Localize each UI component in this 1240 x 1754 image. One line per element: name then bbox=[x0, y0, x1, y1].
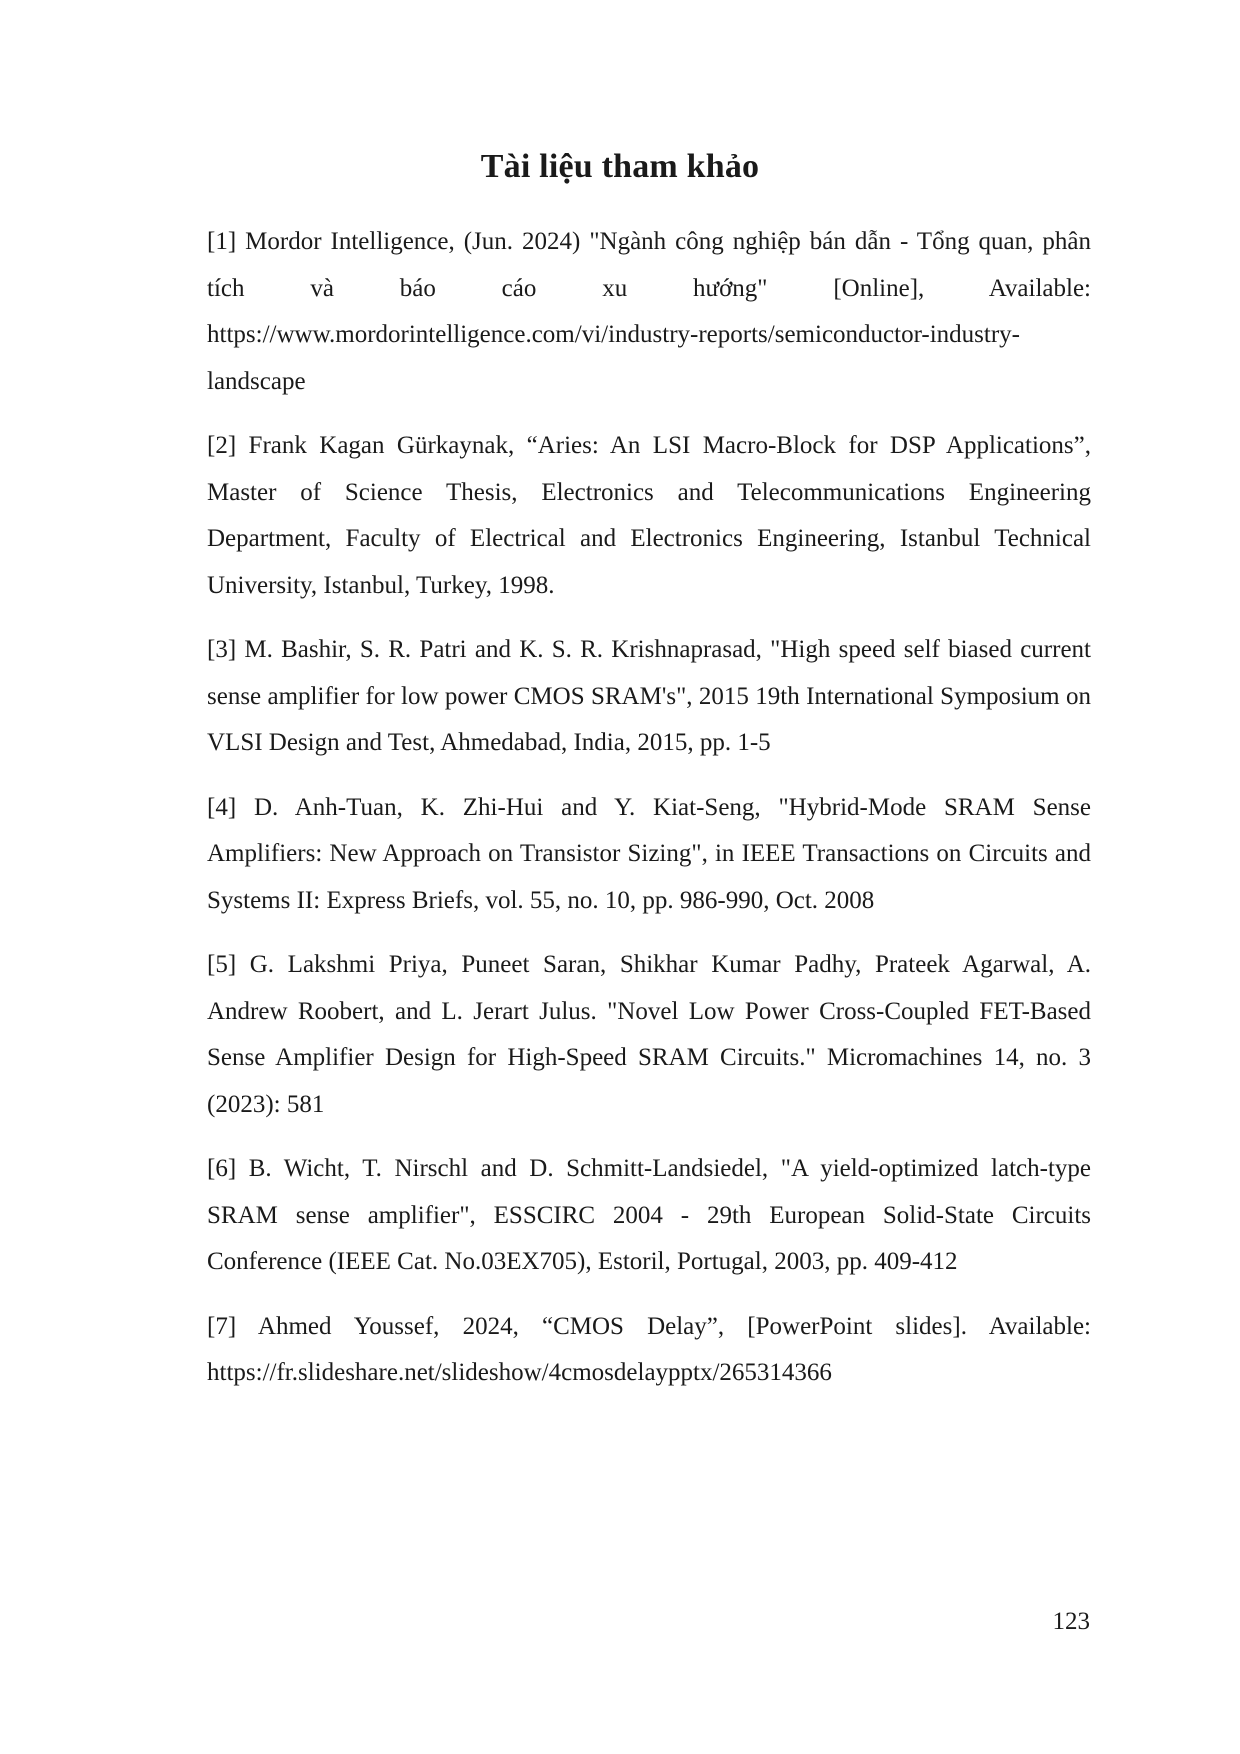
reference-item-7 bbox=[207, 1304, 1091, 1397]
page-title: Tài liệu tham khảo bbox=[480, 148, 760, 185]
reference-item-4 bbox=[207, 785, 1091, 925]
reference-url[interactable]: https://www.mordorintelligence.com/vi/industry-reports/semiconductor-industry-landscape bbox=[207, 321, 1021, 395]
reference-item-2 bbox=[207, 423, 1091, 609]
reference-item-6 bbox=[207, 1146, 1091, 1286]
reference-list bbox=[207, 219, 1091, 1415]
reference-text: [6] B. Wicht, T. Nirschl and D. Schmitt-Landsiedel, "A yield-optimized latch-type SRAM sense amplifier", ESSCIRC 2004 - 29th European Solid-State Circuits Conference (IEEE Cat. No.03EX705), Estoril, Portugal, 2003, pp. 409-412 bbox=[207, 1155, 1091, 1275]
reference-text: [2] Frank Kagan Gürkaynak, “Aries: An LSI Macro-Block for DSP Applications”, Master of Science Thesis, Electronics and Telecommunications Engineering Department, Faculty of Electrical and Electronics Engineering, Istanbul Technical University, Istanbul, Turkey, 1998. bbox=[207, 432, 1091, 599]
reference-item-5 bbox=[207, 942, 1091, 1128]
reference-text: [7] Ahmed Youssef, 2024, “CMOS Delay”, [PowerPoint slides]. Available: bbox=[207, 1312, 1091, 1340]
page-number: 123 bbox=[1052, 1608, 1090, 1635]
reference-item-1 bbox=[207, 219, 1091, 405]
reference-text: [3] M. Bashir, S. R. Patri and K. S. R. Krishnaprasad, "High speed self biased current sense amplifier for low power CMOS SRAM's", 2015 19th International Symposium on VLSI Design and Test, Ahmedabad, India, 2015, pp. 1-5 bbox=[207, 636, 1091, 756]
reference-text: [5] G. Lakshmi Priya, Puneet Saran, Shikhar Kumar Padhy, Prateek Agarwal, A. Andrew Roobert, and L. Jerart Julus. "Novel Low Power Cross-Coupled FET-Based Sense Amplifier Design for High-Speed SRAM Circuits." Micromachines 14, no. 3 (2023): 581 bbox=[207, 951, 1091, 1118]
reference-url[interactable]: https://fr.slideshare.net/slideshow/4cmosdelaypptx/265314366 bbox=[207, 1359, 832, 1386]
reference-item-3 bbox=[207, 627, 1091, 767]
reference-text: [4] D. Anh-Tuan, K. Zhi-Hui and Y. Kiat-Seng, "Hybrid-Mode SRAM Sense Amplifiers: New Approach on Transistor Sizing", in IEEE Transactions on Circuits and Systems II: Express Briefs, vol. 55, no. 10, pp. 986-990, Oct. 2008 bbox=[207, 793, 1091, 914]
reference-text: [1] Mordor Intelligence, (Jun. 2024) "Ngành công nghiệp bán dẫn - Tổng quan, phân tích và báo cáo xu hướng" [Online], Available: bbox=[207, 228, 1091, 302]
